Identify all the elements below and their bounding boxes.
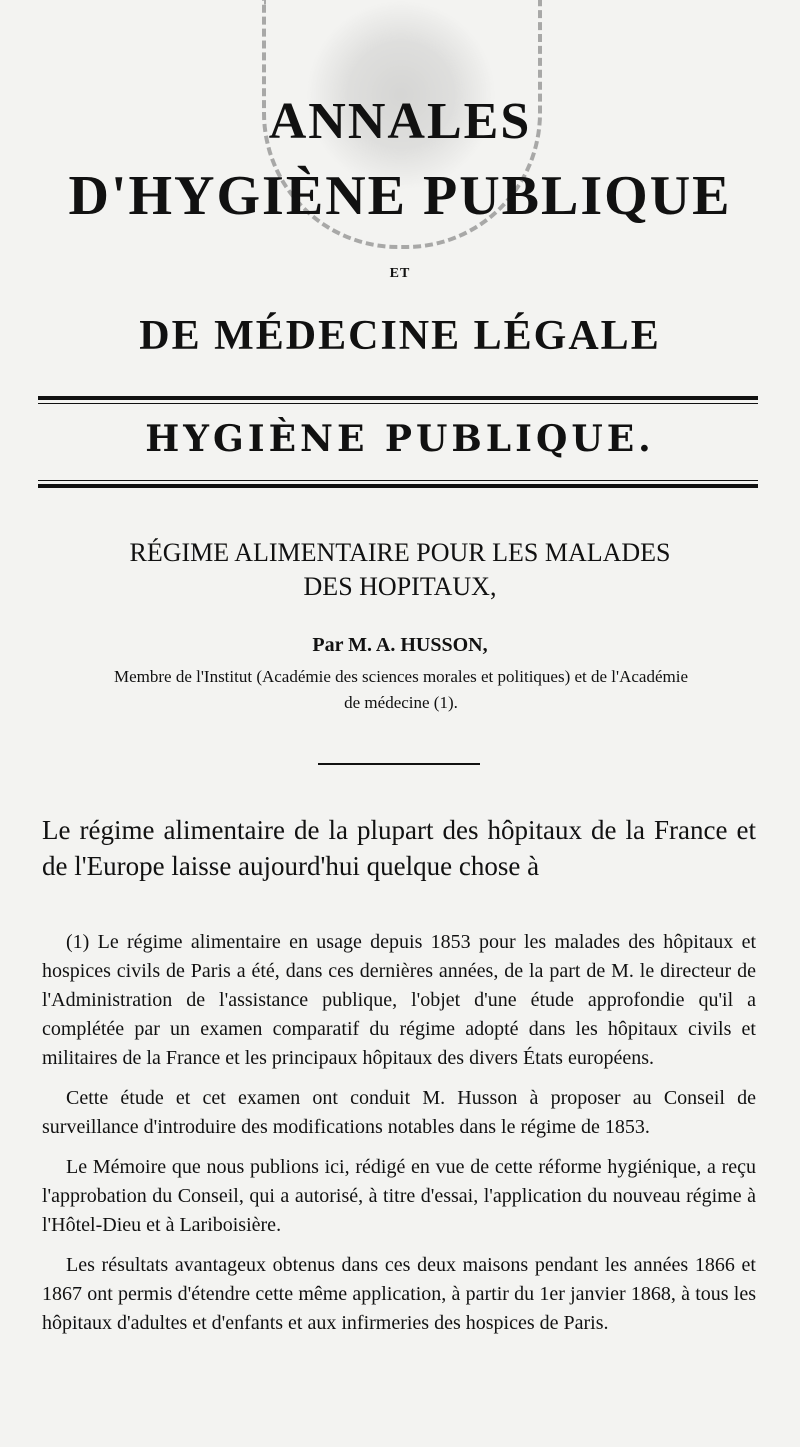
article-author: Par M. A. HUSSON, [312,634,488,656]
header-rule-top-thin [38,403,758,404]
footnote-paragraph-1: (1) Le régime alimentaire en usage depuis 1853 pour les malades des hôpitaux et hospices civils de Paris a été, dans ces dernières années, de la part de M. le directeur de l'Administration de l'assistance publique, l'objet d'une étude approfondie qu'il a complétée par un examen comparatif du régime adopté dans les hôpitaux civils et militaires de la France et les principaux hôpitaux des divers États européens. [42,931,756,1069]
footnote-paragraph-2: Cette étude et cet examen ont conduit M. Husson à proposer au Conseil de surveillance d'introduire des modifications notables dans le régime de 1853. [42,1087,756,1138]
header-rule-top [38,396,758,400]
author-affiliation [48,664,754,716]
section-rule-thin [38,480,758,481]
affiliation-line1: Membre de l'Institut (Académie des sciences morales et politiques) et de l'Académie [113,667,688,686]
article-title [0,536,800,604]
separator-rule [318,763,480,765]
article-title-line2: DES HOPITAUX, [303,572,497,601]
footnote-paragraph-4: Les résultats avantageux obtenus dans ces deux maisons pendant les années 1866 et 1867 ont permis d'étendre cette même application, à partir du 1er janvier 1868, à tous les hôpitaux d'adultes et d'enfants et aux infirmeries des hospices de Paris. [42,1254,756,1334]
journal-title-line2: D'HYGIÈNE PUBLIQUE [68,165,732,227]
section-title: HYGIÈNE PUBLIQUE. [145,418,655,460]
journal-title-line3: DE MÉDECINE LÉGALE [139,313,661,359]
lead-paragraph: Le régime alimentaire de la plupart des hôpitaux de la France et de l'Europe laisse aujourd'hui quelque chose à [42,815,756,881]
footnote-paragraph-3: Le Mémoire que nous publions ici, rédigé en vue de cette réforme hygiénique, a reçu l'approbation du Conseil, qui a autorisé, à titre d'essai, l'application du nouveau régime à l'Hôtel-Dieu et à Lariboisière. [42,1156,756,1236]
journal-title-line1: ANNALES [268,93,532,150]
affiliation-line2: de médecine (1). [344,693,458,712]
journal-title-connector: ET [389,266,411,281]
article-title-line1: RÉGIME ALIMENTAIRE POUR LES MALADES [129,538,671,567]
section-rule-thick [38,484,758,488]
footnote [42,928,756,1349]
